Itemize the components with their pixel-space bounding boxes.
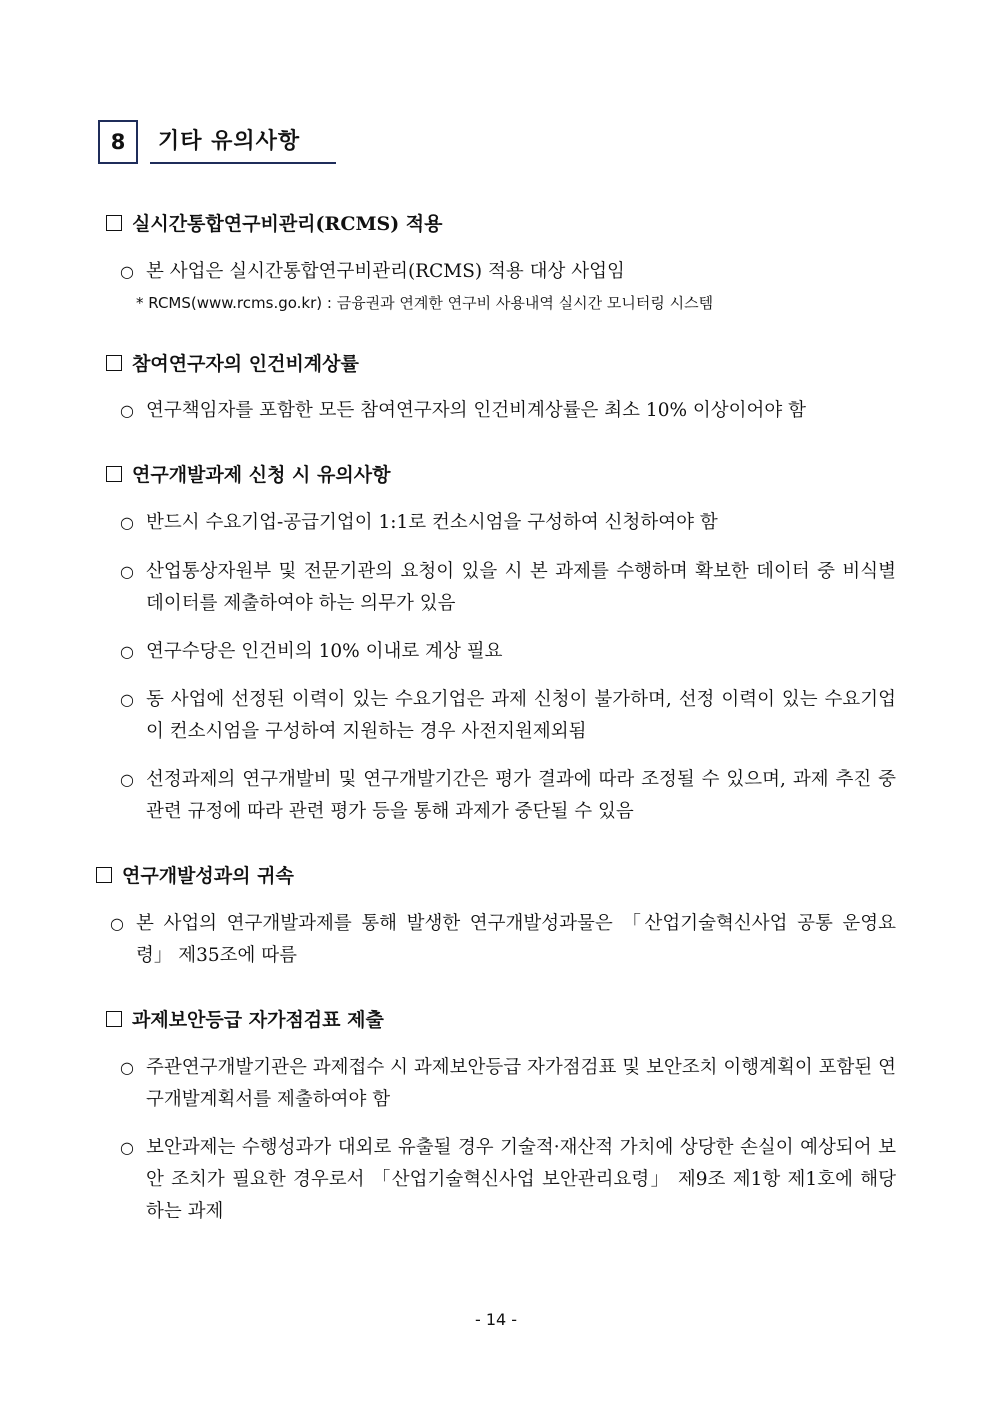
bullet-circle-icon: ○ [120, 262, 134, 281]
security-bullet [120, 1052, 896, 1116]
bullet-circle-icon: ○ [120, 690, 134, 709]
checkbox-square-icon [96, 867, 112, 883]
application-bullet-text: 동 사업에 선정된 이력이 있는 수요기업은 과제 신청이 불가하며, 선정 이력이 있는 수요기업이 컨소시엄을 구성하여 지원하는 경우 사전지원제외됨 [146, 689, 896, 742]
application-bullet-text: 반드시 수요기업-공급기업이 1:1로 컨소시엄을 구성하여 신청하여야 함 [146, 512, 718, 533]
personnel-heading [106, 352, 359, 376]
checkbox-square-icon [106, 1011, 122, 1027]
personnel-title: 참여연구자의 인건비계상률 [132, 353, 359, 375]
application-bullet-text: 선정과제의 연구개발비 및 연구개발기간은 평가 결과에 따라 조정될 수 있으며, 과제 추진 중 관련 규정에 따라 관련 평가 등을 통해 과제가 중단될 수 있음 [146, 769, 896, 822]
bullet-circle-icon: ○ [120, 1058, 134, 1077]
application-bullet [120, 636, 896, 668]
application-heading [106, 463, 390, 487]
application-bullet-text: 산업통상자원부 및 전문기관의 요청이 있을 시 본 과제를 수행하며 확보한 데이터 중 비식별 데이터를 제출하여야 하는 의무가 있음 [146, 561, 896, 614]
page-number: - 14 - [474, 1310, 518, 1329]
section-number: 8 [98, 120, 138, 164]
application-bullet [120, 764, 896, 828]
bullet-circle-icon: ○ [120, 1138, 134, 1157]
rcms-bullet-text: 본 사업은 실시간통합연구비관리(RCMS) 적용 대상 사업임 [146, 261, 625, 282]
section-header [98, 120, 338, 166]
application-bullet [120, 556, 896, 620]
security-bullet-text: 보안과제는 수행성과가 대외로 유출될 경우 기술적·재산적 가치에 상당한 손실이 예상되어 보안 조치가 필요한 경우로서 「산업기술혁신사업 보안관리요령」 제9조 제1항 제1호에 해당하는 과제 [146, 1137, 896, 1222]
application-title: 연구개발과제 신청 시 유의사항 [132, 464, 391, 486]
checkbox-square-icon [106, 355, 122, 371]
bullet-circle-icon: ○ [120, 770, 134, 789]
rcms-title: 실시간통합연구비관리(RCMS) 적용 [132, 213, 443, 235]
bullet-circle-icon: ○ [120, 562, 134, 581]
security-bullet-text: 주관연구개발기관은 과제접수 시 과제보안등급 자가점검표 및 보안조치 이행계획이 포함된 연구개발계획서를 제출하여야 함 [146, 1057, 896, 1110]
bullet-circle-icon: ○ [120, 513, 134, 532]
checkbox-square-icon [106, 215, 122, 231]
security-heading [106, 1008, 384, 1032]
security-title: 과제보안등급 자가점검표 제출 [132, 1009, 384, 1031]
rcms-note: * RCMS(www.rcms.go.kr) : 금융권과 연계한 연구비 사용내역 실시간 모니터링 시스템 [136, 294, 714, 312]
checkbox-square-icon [106, 466, 122, 482]
bullet-circle-icon: ○ [110, 914, 124, 933]
application-bullet-text: 연구수당은 인건비의 10% 이내로 계상 필요 [146, 641, 503, 662]
ownership-heading [96, 864, 294, 888]
personnel-bullet [120, 395, 896, 427]
bullet-circle-icon: ○ [120, 401, 134, 420]
rcms-bullet [120, 256, 896, 288]
ownership-title: 연구개발성과의 귀속 [122, 865, 294, 887]
section-title: 기타 유의사항 [150, 120, 336, 164]
application-bullet [120, 507, 896, 539]
bullet-circle-icon: ○ [120, 642, 134, 661]
ownership-bullet [110, 908, 896, 972]
application-bullet [120, 684, 896, 748]
rcms-heading [106, 212, 443, 236]
ownership-bullet-text: 본 사업의 연구개발과제를 통해 발생한 연구개발성과물은 「산업기술혁신사업 공통 운영요령」 제35조에 따름 [136, 913, 896, 966]
personnel-bullet-text: 연구책임자를 포함한 모든 참여연구자의 인건비계상률은 최소 10% 이상이어야 함 [146, 400, 807, 421]
security-bullet [120, 1132, 896, 1228]
